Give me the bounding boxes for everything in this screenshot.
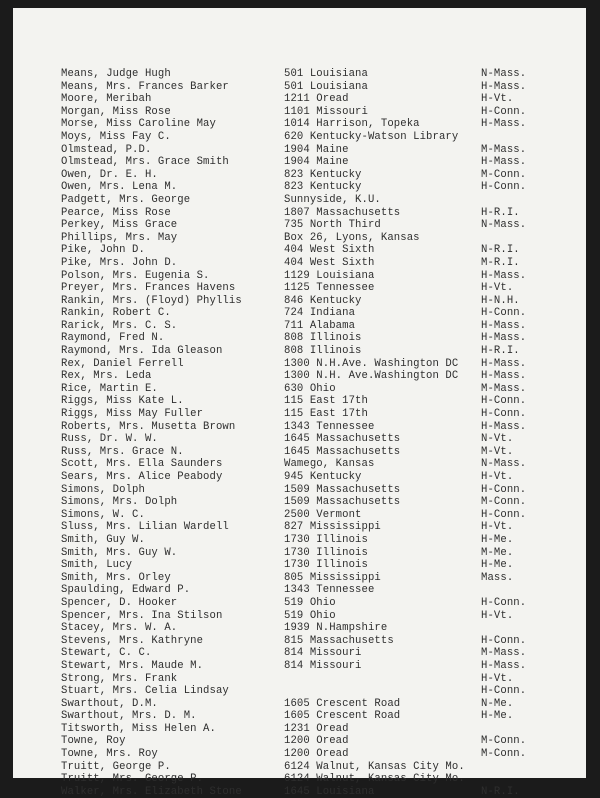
entry-name: Sears, Mrs. Alice Peabody bbox=[61, 471, 223, 483]
entry-reference: H-Mass. bbox=[481, 319, 527, 332]
entry-name: Smith, Mrs. Guy W. bbox=[61, 546, 178, 559]
entry-reference: H-Conn. bbox=[481, 483, 527, 496]
directory-list bbox=[61, 68, 581, 798]
entry-reference: N-R.I. bbox=[481, 244, 520, 257]
directory-entry bbox=[61, 106, 581, 119]
directory-entry bbox=[61, 295, 581, 308]
directory-entry bbox=[61, 144, 581, 157]
entry-name: Stacey, Mrs. W. A. bbox=[61, 622, 178, 635]
entry-name: Rex, Mrs. Leda bbox=[61, 370, 152, 383]
entry-name: Riggs, Miss May Fuller bbox=[61, 408, 204, 421]
entry-address: 2500 Vermont bbox=[284, 508, 362, 521]
directory-entry bbox=[61, 93, 581, 106]
entry-address: 1904 Maine bbox=[284, 156, 349, 169]
directory-entry bbox=[61, 786, 581, 798]
directory-entry bbox=[61, 584, 581, 597]
entry-address: 1509 Massachusetts bbox=[284, 496, 401, 509]
entry-address: 115 East 17th bbox=[284, 408, 368, 421]
directory-entry bbox=[61, 232, 581, 245]
entry-name: Polson, Mrs. Eugenia S. bbox=[61, 269, 210, 282]
entry-address: 814 Missouri bbox=[284, 647, 362, 660]
entry-address: 1125 Tennessee bbox=[284, 282, 375, 295]
entry-address: 711 Alabama bbox=[284, 319, 356, 332]
entry-address: 501 Louisiana bbox=[284, 68, 368, 80]
directory-entry bbox=[61, 647, 581, 660]
directory-entry bbox=[61, 433, 581, 446]
entry-name: Raymond, Mrs. Ida Gleason bbox=[61, 345, 223, 358]
entry-address: 1509 Massachusetts bbox=[284, 483, 401, 496]
entry-reference: H-Conn. bbox=[481, 685, 527, 698]
entry-name: Swarthout, Mrs. D. M. bbox=[61, 710, 197, 723]
entry-address: 1807 Massachusetts bbox=[284, 206, 401, 219]
entry-name: Strong, Mrs. Frank bbox=[61, 672, 178, 685]
entry-reference: Mass. bbox=[481, 571, 514, 584]
entry-reference: H-Mass. bbox=[481, 420, 527, 433]
directory-entry bbox=[61, 471, 581, 484]
entry-reference: H-Mass. bbox=[481, 370, 527, 383]
directory-entry bbox=[61, 710, 581, 723]
entry-name: Titsworth, Miss Helen A. bbox=[61, 722, 216, 735]
directory-entry bbox=[61, 698, 581, 711]
entry-address: 1605 Crescent Road bbox=[284, 710, 401, 723]
entry-reference: H-Vt. bbox=[481, 609, 514, 622]
entry-reference: H-Vt. bbox=[481, 282, 514, 295]
entry-reference: N-Mass. bbox=[481, 219, 527, 232]
entry-address: 814 Missouri bbox=[284, 659, 362, 672]
directory-entry bbox=[61, 207, 581, 220]
directory-entry bbox=[61, 408, 581, 421]
entry-name: Rarick, Mrs. C. S. bbox=[61, 319, 178, 332]
entry-name: Padgett, Mrs. George bbox=[61, 193, 191, 206]
entry-address: 1200 Oread bbox=[284, 748, 349, 761]
entry-address: 808 Illinois bbox=[284, 345, 362, 358]
directory-entry bbox=[61, 169, 581, 182]
directory-entry bbox=[61, 194, 581, 207]
entry-reference: H-Conn. bbox=[481, 307, 527, 320]
entry-reference: H-Vt. bbox=[481, 672, 514, 685]
entry-reference: M-Mass. bbox=[481, 143, 527, 156]
entry-reference: N-Mass. bbox=[481, 458, 527, 471]
directory-entry bbox=[61, 521, 581, 534]
entry-address: 404 West Sixth bbox=[284, 256, 375, 269]
directory-entry bbox=[61, 534, 581, 547]
directory-entry bbox=[61, 547, 581, 560]
entry-name: Owen, Dr. E. H. bbox=[61, 168, 158, 181]
entry-address: 724 Indiana bbox=[284, 307, 356, 320]
entry-address: 620 Kentucky-Watson Library bbox=[284, 130, 459, 143]
entry-address: 1605 Crescent Road bbox=[284, 697, 401, 710]
entry-reference: H-Mass. bbox=[481, 156, 527, 169]
entry-reference: M-Vt. bbox=[481, 445, 514, 458]
directory-entry bbox=[61, 660, 581, 673]
entry-name: Preyer, Mrs. Frances Havens bbox=[61, 282, 236, 295]
entry-reference: H-Mass. bbox=[481, 80, 527, 93]
entry-reference: H-Vt. bbox=[481, 93, 514, 106]
entry-name: Raymond, Fred N. bbox=[61, 332, 165, 345]
entry-name: Truitt, Mrs. George P. bbox=[61, 773, 204, 786]
entry-reference: H-Me. bbox=[481, 710, 514, 723]
directory-entry bbox=[61, 458, 581, 471]
directory-entry bbox=[61, 496, 581, 509]
entry-name: Sluss, Mrs. Lilian Wardell bbox=[61, 521, 229, 534]
entry-address: 1730 Illinois bbox=[284, 533, 368, 546]
directory-entry bbox=[61, 572, 581, 585]
entry-name: Moore, Meribah bbox=[61, 93, 152, 106]
entry-reference: M-Conn. bbox=[481, 735, 527, 748]
entry-reference: H-Conn. bbox=[481, 105, 527, 118]
entry-address: 1645 Louisiana bbox=[284, 785, 375, 798]
entry-reference: M-Me. bbox=[481, 546, 514, 559]
directory-entry bbox=[61, 383, 581, 396]
entry-name: Rankin, Robert C. bbox=[61, 307, 171, 320]
entry-name: Roberts, Mrs. Musetta Brown bbox=[61, 420, 236, 433]
entry-reference: H-Conn. bbox=[481, 634, 527, 647]
entry-reference: H-R.I. bbox=[481, 206, 520, 219]
entry-name: Olmstead, Mrs. Grace Smith bbox=[61, 156, 229, 169]
entry-name: Russ, Dr. W. W. bbox=[61, 433, 158, 446]
entry-name: Smith, Guy W. bbox=[61, 533, 145, 546]
entry-address: 1343 Tennessee bbox=[284, 420, 375, 433]
directory-entry bbox=[61, 446, 581, 459]
entry-address: 735 North Third bbox=[284, 219, 381, 232]
directory-entry bbox=[61, 332, 581, 345]
entry-name: Spaulding, Edward P. bbox=[61, 584, 191, 597]
entry-address: 1343 Tennessee bbox=[284, 584, 375, 597]
entry-name: Russ, Mrs. Grace N. bbox=[61, 445, 184, 458]
entry-address: 1939 N.Hampshire bbox=[284, 622, 388, 635]
entry-name: Scott, Mrs. Ella Saunders bbox=[61, 458, 223, 471]
entry-name: Spencer, Mrs. Ina Stilson bbox=[61, 609, 223, 622]
entry-reference: H-Me. bbox=[481, 559, 514, 572]
entry-address: 404 West Sixth bbox=[284, 244, 375, 257]
directory-entry bbox=[61, 559, 581, 572]
directory-entry bbox=[61, 484, 581, 497]
entry-address: 1645 Massachusetts bbox=[284, 433, 401, 446]
entry-name: Pike, John D. bbox=[61, 244, 145, 257]
entry-address: 519 Ohio bbox=[284, 596, 336, 609]
entry-reference: H-Vt. bbox=[481, 471, 514, 483]
directory-entry bbox=[61, 723, 581, 736]
entry-name: Morse, Miss Caroline May bbox=[61, 118, 216, 131]
entry-address: 827 Mississippi bbox=[284, 521, 381, 534]
entry-address: 823 Kentucky bbox=[284, 181, 362, 194]
entry-name: Simons, Dolph bbox=[61, 483, 145, 496]
directory-entry bbox=[61, 345, 581, 358]
directory-entry bbox=[61, 370, 581, 383]
directory-entry bbox=[61, 358, 581, 371]
entry-reference: H-Conn. bbox=[481, 181, 527, 194]
entry-reference: H-Mass. bbox=[481, 332, 527, 345]
entry-reference: M-Conn. bbox=[481, 168, 527, 181]
entry-name: Simons, W. C. bbox=[61, 508, 145, 521]
directory-entry bbox=[61, 131, 581, 144]
entry-name: Means, Mrs. Frances Barker bbox=[61, 80, 229, 93]
entry-name: Simons, Mrs. Dolph bbox=[61, 496, 178, 509]
directory-entry bbox=[61, 421, 581, 434]
entry-reference: H-Mass. bbox=[481, 357, 527, 370]
entry-reference: H-Conn. bbox=[481, 408, 527, 421]
entry-name: Smith, Lucy bbox=[61, 559, 133, 572]
entry-address: 1300 N.H.Ave. Washington DC bbox=[284, 357, 459, 370]
directory-entry bbox=[61, 320, 581, 333]
directory-entry bbox=[61, 761, 581, 774]
directory-entry bbox=[61, 257, 581, 270]
entry-name: Pike, Mrs. John D. bbox=[61, 256, 178, 269]
directory-entry bbox=[61, 307, 581, 320]
entry-name: Perkey, Miss Grace bbox=[61, 219, 178, 232]
directory-entry bbox=[61, 219, 581, 232]
entry-name: Stevens, Mrs. Kathryne bbox=[61, 634, 204, 647]
entry-address: 6124 Walnut, Kansas City Mo. bbox=[284, 760, 465, 773]
entry-name: Smith, Mrs. Orley bbox=[61, 571, 171, 584]
entry-address: Sunnyside, K.U. bbox=[284, 193, 381, 206]
directory-entry bbox=[61, 635, 581, 648]
directory-entry bbox=[61, 270, 581, 283]
entry-name: Owen, Mrs. Lena M. bbox=[61, 181, 178, 194]
directory-entry bbox=[61, 622, 581, 635]
directory-entry bbox=[61, 509, 581, 522]
directory-entry bbox=[61, 282, 581, 295]
entry-reference: N-Me. bbox=[481, 697, 514, 710]
entry-name: Stuart, Mrs. Celia Lindsay bbox=[61, 685, 229, 698]
entry-reference: H-Mass. bbox=[481, 659, 527, 672]
directory-entry bbox=[61, 118, 581, 131]
directory-entry bbox=[61, 81, 581, 94]
entry-reference: N-Mass. bbox=[481, 68, 527, 80]
entry-reference: H-Conn. bbox=[481, 508, 527, 521]
entry-address: 1904 Maine bbox=[284, 143, 349, 156]
entry-name: Truitt, George P. bbox=[61, 760, 171, 773]
directory-entry bbox=[61, 597, 581, 610]
entry-address: 945 Kentucky bbox=[284, 471, 362, 483]
entry-address: 1129 Louisiana bbox=[284, 269, 375, 282]
entry-reference: H-Mass. bbox=[481, 118, 527, 131]
entry-reference: M-Mass. bbox=[481, 647, 527, 660]
entry-address: 115 East 17th bbox=[284, 395, 368, 408]
directory-entry bbox=[61, 685, 581, 698]
entry-name: Rankin, Mrs. (Floyd) Phyllis bbox=[61, 294, 242, 307]
entry-reference: H-Me. bbox=[481, 533, 514, 546]
directory-entry bbox=[61, 181, 581, 194]
entry-address: 808 Illinois bbox=[284, 332, 362, 345]
entry-address: 1300 N.H. Ave.Washington DC bbox=[284, 370, 459, 383]
entry-address: 1014 Harrison, Topeka bbox=[284, 118, 420, 131]
entry-reference: N-R.I. bbox=[481, 785, 520, 798]
entry-address: 815 Massachusetts bbox=[284, 634, 394, 647]
entry-name: Rice, Martin E. bbox=[61, 382, 158, 395]
entry-reference: M-Conn. bbox=[481, 496, 527, 509]
entry-address: 1211 Oread bbox=[284, 93, 349, 106]
entry-reference: M-Mass. bbox=[481, 382, 527, 395]
entry-name: Moys, Miss Fay C. bbox=[61, 130, 171, 143]
entry-name: Spencer, D. Hooker bbox=[61, 596, 178, 609]
entry-name: Riggs, Miss Kate L. bbox=[61, 395, 184, 408]
entry-reference: N-Vt. bbox=[481, 433, 514, 446]
entry-address: Box 26, Lyons, Kansas bbox=[284, 231, 420, 244]
entry-reference: H-R.I. bbox=[481, 345, 520, 358]
entry-address: 1645 Massachusetts bbox=[284, 445, 401, 458]
entry-address: 630 Ohio bbox=[284, 382, 336, 395]
directory-entry bbox=[61, 156, 581, 169]
entry-name: Olmstead, P.D. bbox=[61, 143, 152, 156]
document-page bbox=[13, 8, 586, 798]
entry-name: Towne, Mrs. Roy bbox=[61, 748, 158, 761]
entry-name: Stewart, C. C. bbox=[61, 647, 152, 660]
directory-entry bbox=[61, 748, 581, 761]
entry-name: Swarthout, D.M. bbox=[61, 697, 158, 710]
directory-entry bbox=[61, 244, 581, 257]
entry-reference: H-Conn. bbox=[481, 596, 527, 609]
entry-reference: H-Conn. bbox=[481, 395, 527, 408]
entry-address: 1231 Oread bbox=[284, 722, 349, 735]
entry-address: 823 Kentucky bbox=[284, 168, 362, 181]
entry-name: Rex, Daniel Ferrell bbox=[61, 357, 184, 370]
directory-entry bbox=[61, 735, 581, 748]
entry-reference: H-Mass. bbox=[481, 269, 527, 282]
entry-reference: H-N.H. bbox=[481, 294, 520, 307]
entry-reference: H-Vt. bbox=[481, 521, 514, 534]
directory-entry bbox=[61, 673, 581, 686]
entry-address: 6124 Walnut, Kansas City Mo. bbox=[284, 773, 465, 786]
entry-address: 805 Mississippi bbox=[284, 571, 381, 584]
entry-reference: M-Conn. bbox=[481, 748, 527, 761]
entry-address: 1730 Illinois bbox=[284, 546, 368, 559]
entry-address: 1730 Illinois bbox=[284, 559, 368, 572]
entry-address: 1200 Oread bbox=[284, 735, 349, 748]
entry-name: Walker, Mrs. Elizabeth Stone bbox=[61, 785, 242, 798]
directory-entry bbox=[61, 68, 581, 81]
entry-address: 519 Ohio bbox=[284, 609, 336, 622]
entry-name: Morgan, Miss Rose bbox=[61, 105, 171, 118]
entry-address: 501 Louisiana bbox=[284, 80, 368, 93]
entry-address: 1101 Missouri bbox=[284, 105, 368, 118]
entry-address: 846 Kentucky bbox=[284, 294, 362, 307]
entry-address: Wamego, Kansas bbox=[284, 458, 375, 471]
directory-entry bbox=[61, 610, 581, 623]
entry-name: Stewart, Mrs. Maude M. bbox=[61, 659, 204, 672]
directory-entry bbox=[61, 395, 581, 408]
entry-name: Pearce, Miss Rose bbox=[61, 206, 171, 219]
entry-name: Means, Judge Hugh bbox=[61, 68, 171, 80]
entry-name: Phillips, Mrs. May bbox=[61, 231, 178, 244]
entry-reference: M-R.I. bbox=[481, 256, 520, 269]
entry-name: Towne, Roy bbox=[61, 735, 126, 748]
